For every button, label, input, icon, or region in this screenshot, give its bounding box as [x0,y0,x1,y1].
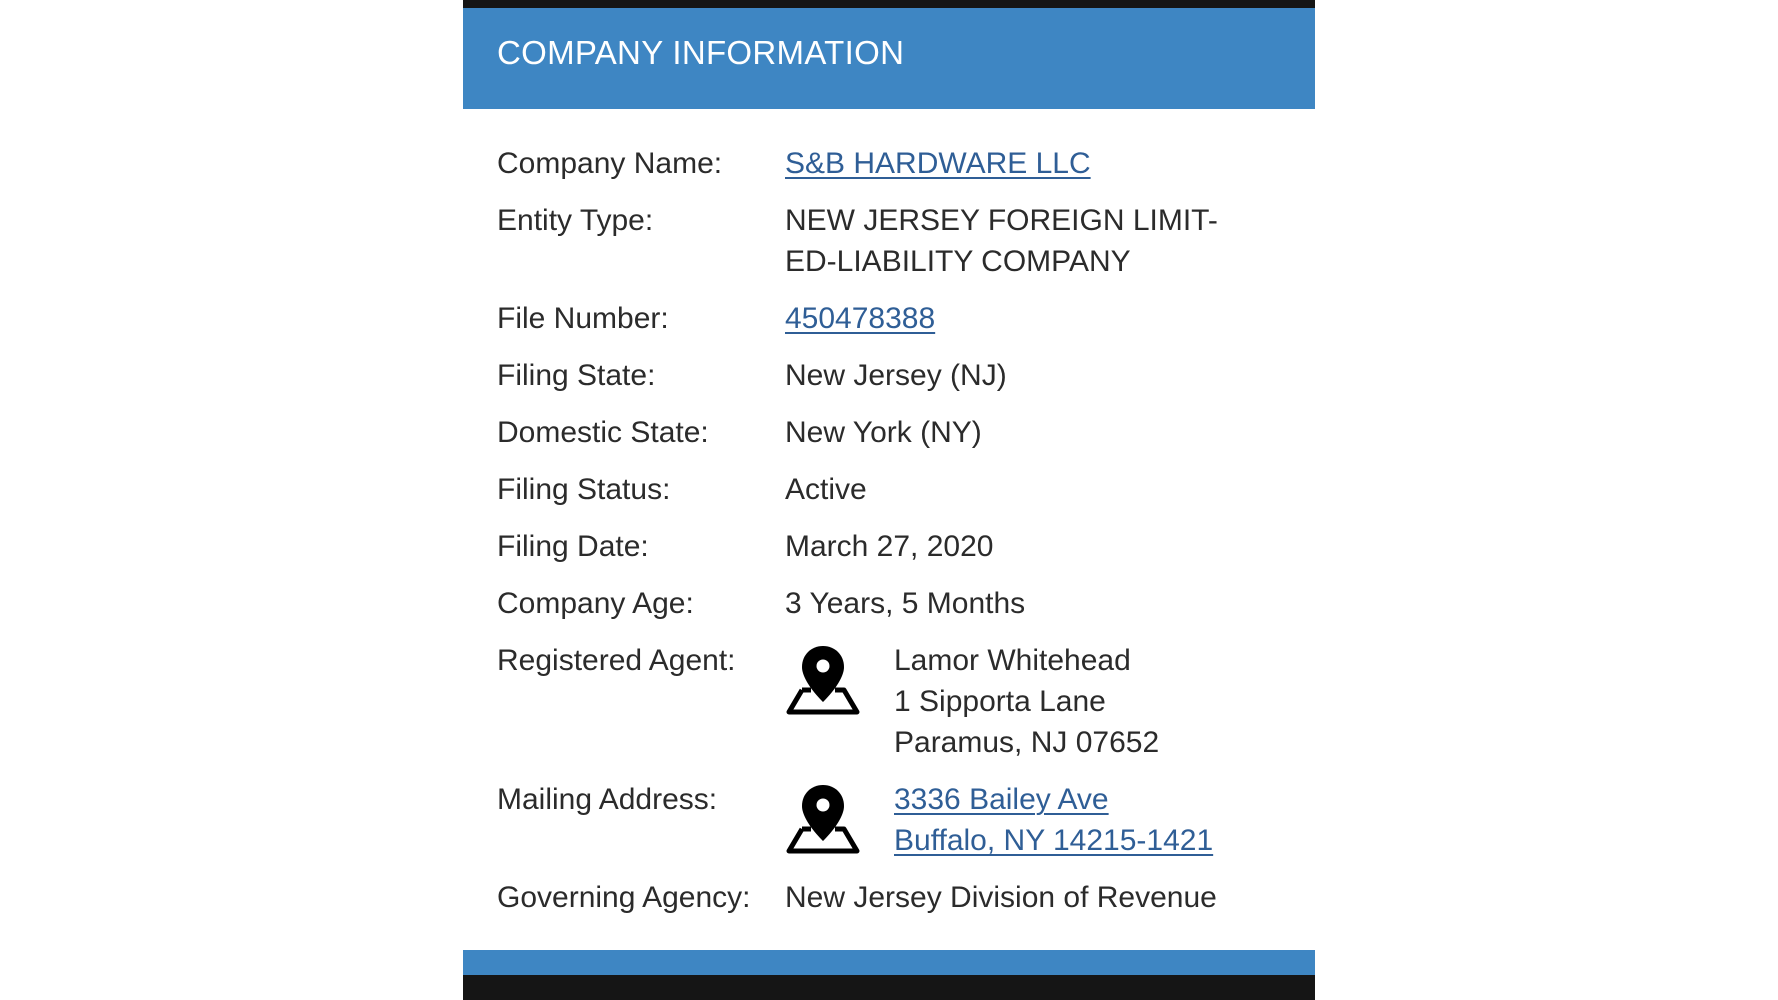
governing-agency-value: New Jersey Division of Revenue [785,881,1217,914]
company-info-panel [463,0,1315,1000]
footer-blue-bar [463,950,1315,975]
domestic-state-label: Domestic State: [497,416,709,449]
entity-type-value [785,200,1285,282]
section-header [463,8,1315,109]
filing-status-value: Active [785,473,867,506]
registered-agent-city: Paramus, NJ 07652 [894,726,1160,759]
company-name-label: Company Name: [497,147,723,180]
map-pin-icon [785,783,861,855]
top-dark-bar [463,0,1315,8]
registered-agent-row [497,640,1287,765]
mailing-address-city-link[interactable]: Buffalo, NY 14215-1421 [894,824,1214,857]
registered-agent-name: Lamor Whitehead [894,644,1131,677]
filing-date-value: March 27, 2020 [785,530,994,563]
file-number-link[interactable]: 450478388 [785,302,936,335]
registered-agent-address [894,640,1159,763]
governing-agency-label: Governing Agency: [497,881,751,914]
section-title: COMPANY INFORMATION [497,34,905,71]
registered-agent-street: 1 Sipporta Lane [894,685,1106,718]
filing-state-value: New Jersey (NJ) [785,359,1007,392]
footer-dark-bar [463,975,1315,1000]
company-name-link[interactable]: S&B HARDWARE LLC [785,147,1091,180]
entity-type-label: Entity Type: [497,204,654,237]
domestic-state-value: New York (NY) [785,416,982,449]
filing-date-label: Filing Date: [497,530,649,563]
map-pin-icon [785,644,861,716]
entity-type-value-line1: NEW JERSEY FOREIGN LIMIT- [785,204,1218,237]
company-age-label: Company Age: [497,587,694,620]
filing-status-label: Filing Status: [497,473,671,506]
mailing-address-value [894,779,1213,861]
mailing-address-street-link[interactable]: 3336 Bailey Ave [894,783,1109,816]
mailing-address-row [497,779,1287,863]
entity-type-value-line2: ED-LIABILITY COMPANY [785,245,1131,278]
file-number-label: File Number: [497,302,669,335]
registered-agent-label: Registered Agent: [497,644,736,677]
company-age-value: 3 Years, 5 Months [785,587,1026,620]
filing-state-label: Filing State: [497,359,656,392]
mailing-address-label: Mailing Address: [497,783,718,816]
